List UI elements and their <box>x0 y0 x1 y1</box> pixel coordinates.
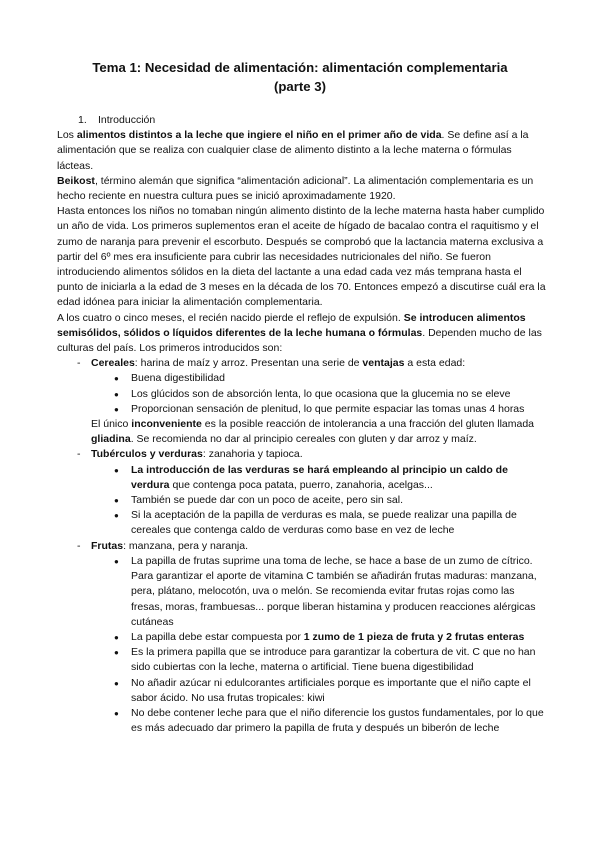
bullet-item: ● Es la primera papilla que se introduce para garantizar la cobertura de vit. C que no han sido cubiertas con la leche, materna o artificial. Tiene buena digestibilidad <box>57 645 547 675</box>
bold-text: Se introducen alimentos semisólidos, sólidos o líquidos diferentes de la leche humana o fórmulas <box>57 311 526 339</box>
document-body <box>57 113 547 736</box>
text: que contenga poca patata, puerro, zanahoria, acelgas... <box>169 478 433 491</box>
section-heading-introduccion <box>57 113 547 128</box>
bullet-item <box>57 463 547 493</box>
title-line-2: (parte 3) <box>273 79 327 94</box>
bold-text: ventajas <box>362 357 405 370</box>
paragraph-reflex <box>57 311 547 357</box>
text: , término alemán que significa “alimentación adicional”. La alimentación complementaria es un hecho reciente en nuestra cultura pues se inició aproximadamente 1920. <box>57 174 534 203</box>
bullet-item: ● Buena digestibilidad <box>57 371 547 386</box>
bold-text: La introducción de las verduras se hará empleando al principio un caldo de verdura <box>131 463 508 491</box>
text: : zanahoria y tapioca. <box>202 448 303 461</box>
text: a esta edad: <box>404 357 466 370</box>
bullet-item: ● No añadir azúcar ni edulcorantes artificiales porque es importante que el niño capte el sabor ácido. No usa frutas tropicales: kiwi <box>57 676 547 706</box>
bold-text: gliadina <box>91 433 131 446</box>
tuberculos-bullets <box>57 463 547 539</box>
dash-marker: - <box>77 357 81 370</box>
section-label: Introducción <box>98 114 156 126</box>
bullet-item: ● Los glúcidos son de absorción lenta, lo que ocasiona que la glucemia no se eleve <box>57 387 547 402</box>
cereales-bullets <box>57 371 547 417</box>
text: . Se recomienda no dar al principio cereales con gluten y dar arroz y maíz. <box>130 433 477 446</box>
text: : manzana, pera y naranja. <box>123 539 249 552</box>
list-item-cereales <box>57 356 547 371</box>
bullet-item: ● Si la aceptación de la papilla de verduras es mala, se puede realizar una papilla de cereales que contenga caldo de verduras como base en vez de leche <box>57 508 547 538</box>
section-number: 1. <box>78 114 87 126</box>
bold-term: Beikost <box>57 174 95 187</box>
bold-text: inconveniente <box>131 418 202 431</box>
bullet-item: ● También se puede dar con un poco de aceite, pero sin sal. <box>57 493 547 508</box>
bullet-item: ● La papilla de frutas suprime una toma de leche, se hace a base de un zumo de cítrico. Para garantizar el aporte de vitamina C también se añadirán frutas maduras: manzana, pera, plátano, melocotón, uva o melón. Se recomienda evitar frutas rojas como las fresas, moras, frambuesas... porque liberan histamina y producen reacciones alérgicas cutáneas <box>57 554 547 630</box>
title-line-1: Tema 1: Necesidad de alimentación: alimentación complementaria <box>92 60 508 75</box>
paragraph-inconveniente <box>57 417 547 447</box>
text: : harina de maíz y arroz. Presentan una serie de <box>134 357 363 370</box>
text: La papilla debe estar compuesta por <box>131 630 304 643</box>
item-name: Frutas <box>91 539 124 552</box>
dash-marker: - <box>77 539 81 552</box>
item-name: Cereales <box>91 357 135 370</box>
bullet-item: ● No debe contener leche para que el niño diferencie los gustos fundamentales, por lo que es más adecuado dar primero la papilla de fruta y después un biberón de leche <box>57 706 547 736</box>
paragraph-beikost <box>57 174 547 204</box>
text: Los <box>57 129 77 142</box>
bullet-item: ● Proporcionan sensación de plenitud, lo que permite espaciar las tomas unas 4 horas <box>57 402 547 417</box>
bold-text: 1 zumo de 1 pieza de fruta y 2 frutas enteras <box>303 630 525 643</box>
list-item-frutas <box>57 539 547 554</box>
bullet-item <box>57 630 547 645</box>
text: es la posible reacción de intolerancia a una fracción del gluten llamada <box>201 418 535 431</box>
dash-marker: - <box>77 448 81 461</box>
paragraph-definition <box>57 128 547 174</box>
item-name: Tubérculos y verduras <box>91 448 203 461</box>
bold-text: alimentos distintos a la leche que ingiere el niño en el primer año de vida <box>76 129 442 142</box>
page-title <box>0 58 600 96</box>
text: . Dependen mucho de las culturas del país. Los primeros introducidos son: <box>57 326 542 355</box>
paragraph-history: Hasta entonces los niños no tomaban ningún alimento distinto de la leche materna hasta haber cumplido un año de vida. Los primeros suplementos eran el aceite de hígado de bacalao contra el raquitismo y el zumo de naranja para prevenir el escorbuto. Después se comprobó que la lactancia materna exclusiva a partir del 6º mes era insuficiente para cubrir las necesidades nutricionales del niño. Se fueron introduciendo alimentos sólidos en la dieta del lactante a una edad cada vez más temprana hasta el punto de iniciarla a la edad de 3 meses en la década de los 70. Entonces empezó a discutirse cuál era la edad idónea para iniciar la alimentación complementaria. <box>57 205 546 309</box>
text: El único <box>91 418 132 431</box>
frutas-bullets <box>57 554 547 736</box>
text: A los cuatro o cinco meses, el recién nacido pierde el reflejo de expulsión. <box>57 311 404 324</box>
list-item-tuberculos <box>57 447 547 462</box>
text: . Se define así a la alimentación que se realiza con cualquier clase de alimento distinto a la leche materna o fórmulas lácteas. <box>57 129 529 172</box>
